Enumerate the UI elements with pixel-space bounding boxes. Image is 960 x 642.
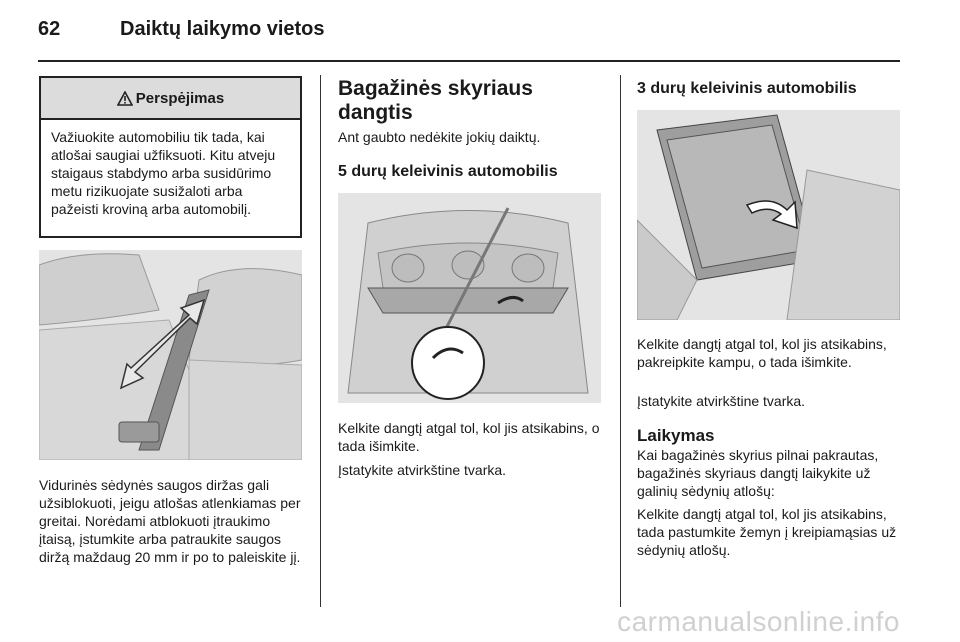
cover-3-door-illustration	[637, 110, 900, 320]
cover-3-door-text: Kelkite dangtį atgal tol, kol jis atsikabins, pakreipkite kampu, o tada išimkite.	[637, 336, 887, 370]
column-divider-1	[320, 75, 321, 607]
seatbelt-illustration	[39, 250, 302, 460]
column-divider-2	[620, 75, 621, 607]
warning-title: Perspėjimas	[135, 89, 225, 107]
storage-instructions: Kelkite dangtį atgal tol, kol jis atsikabins, tada pastumkite žemyn į kreipiamąsias už sėdynių atlošų.	[637, 506, 897, 558]
warning-header	[41, 78, 300, 120]
watermark: carmanualsonline.info	[617, 606, 900, 637]
section-heading-cover: Bagažinės skyriaus dangtis	[338, 77, 533, 124]
header-rule	[38, 60, 900, 62]
cover-5-door-text: Kelkite dangtį atgal tol, kol jis atsikabins, o tada išimkite.	[338, 420, 600, 454]
subheading-5-door: 5 durų keleivinis automobilis	[338, 163, 558, 180]
storage-heading: Laikymas	[637, 426, 715, 445]
warning-box	[39, 76, 302, 238]
warning-icon	[117, 91, 133, 106]
seatbelt-text: Vidurinės sėdynės saugos diržas gali užsiblokuoti, jeigu atlošas atlenkiamas per greitai. Norėdami atblokuoti įtraukimo įtaisą, įstumkite arba patraukite saugos diržą maždaug 20 mm ir po to paleiskite jį.	[39, 477, 301, 565]
page-title: Daiktų laikymo vietos	[120, 18, 325, 40]
warning-text: Važiuokite automobiliu tik tada, kai atlošai saugiai užfiksuoti. Kitu atveju staigaus stabdymo arba susidūrimo metu rizikuojate susižaloti arba pažeisti kroviną arba automobilį.	[51, 129, 276, 217]
subheading-3-door: 3 durų keleivinis automobilis	[637, 80, 857, 97]
page-number: 62	[38, 18, 61, 40]
storage-text: Kai bagažinės skyrius pilnai pakrautas, bagažinės skyriaus dangtį laikykite už galinių sėdynių atlošų:	[637, 447, 879, 499]
cover-3-door-install: Įstatykite atvirkštine tvarka.	[637, 393, 806, 409]
cover-5-door-install: Įstatykite atvirkštine tvarka.	[338, 462, 507, 478]
cover-intro: Ant gaubto nedėkite jokių daiktų.	[338, 129, 541, 145]
cover-5-door-illustration	[338, 193, 601, 403]
